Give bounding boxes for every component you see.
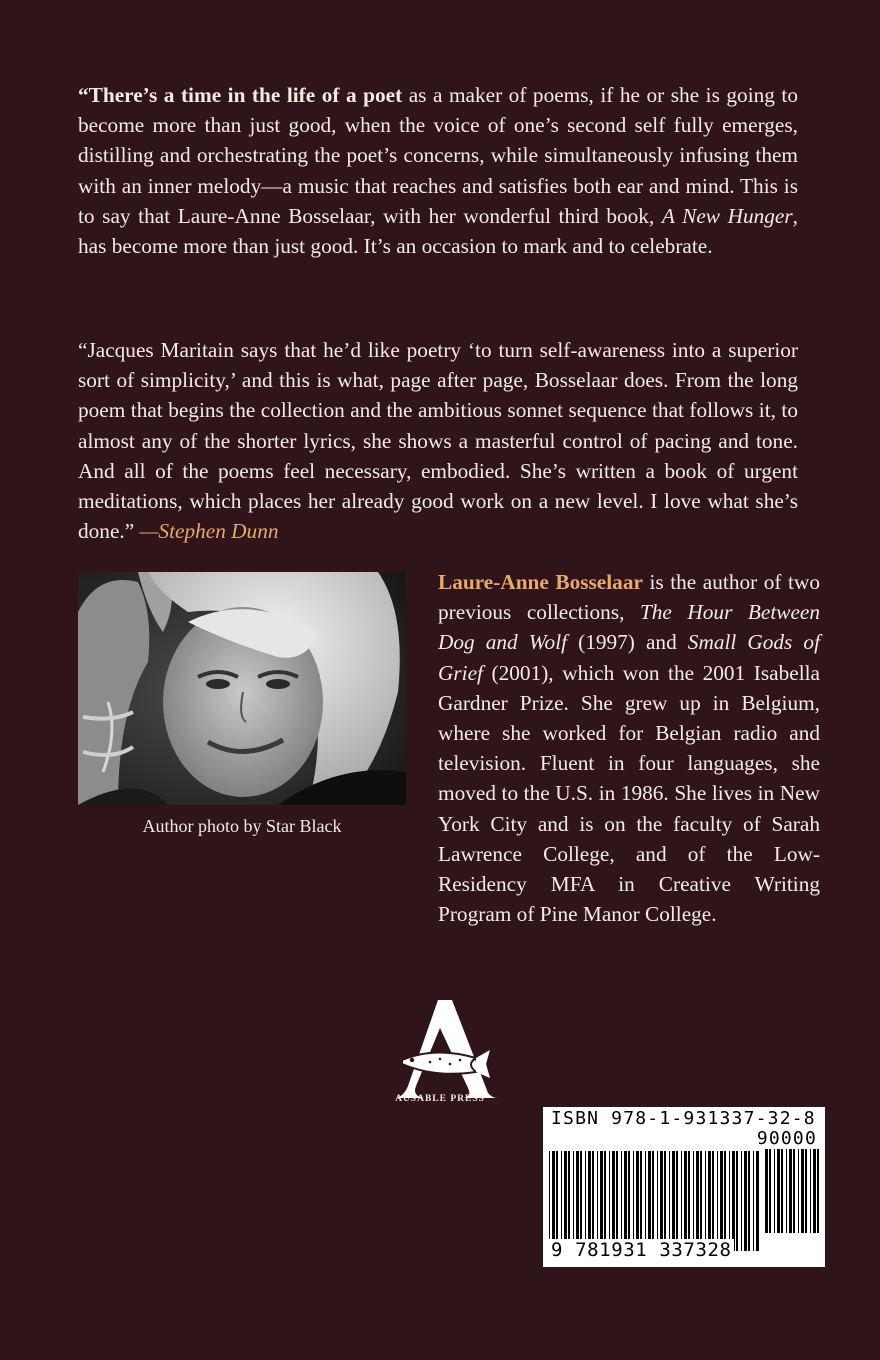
addon-barcode-bars xyxy=(765,1149,819,1233)
barcode-bar xyxy=(765,1149,768,1233)
barcode-bar xyxy=(573,1151,574,1251)
barcode-bar xyxy=(669,1151,670,1251)
book-title: Small Gods of Grief xyxy=(438,630,820,685)
bio-text: is the author of two previous collections, xyxy=(438,570,820,625)
isbn-number: ISBN 978-1-931337-32-8 xyxy=(551,1108,816,1129)
praise-quote-2 xyxy=(78,335,798,546)
ean-digits: 9 781931 337328 xyxy=(551,1239,732,1261)
barcode-bar xyxy=(693,1151,694,1251)
barcode-bar xyxy=(756,1151,759,1251)
book-title: A New Hunger xyxy=(661,203,793,228)
barcode-bar xyxy=(580,1151,582,1251)
quote-text: , has become more than just good. It’s an occasion to mark and to celebrate. xyxy=(78,203,798,259)
barcode-bar xyxy=(741,1151,742,1251)
barcode-bar xyxy=(708,1151,711,1251)
barcode-bar xyxy=(777,1149,780,1233)
barcode-bar xyxy=(793,1149,795,1233)
letter-a-with-fish-logo-icon xyxy=(380,998,500,1108)
barcode-bar xyxy=(648,1151,651,1251)
author-photo xyxy=(78,572,406,805)
barcode-bar xyxy=(774,1149,775,1233)
barcode-bar xyxy=(657,1151,658,1251)
barcode-bar xyxy=(700,1151,702,1251)
praise-quote-1 xyxy=(78,80,798,261)
barcode-bar xyxy=(576,1151,579,1251)
barcode-bar xyxy=(664,1151,666,1251)
quote-text: as a maker of poems, if he or she is going to become more than just good, when the voice of one’s second self fully emerges, distilling and orchestrating the poet’s concerns, while simultaneously infusing them with an inner melody—a music that reaches and satisfies both ear and mind. This is to say that Laure-Anne Bosselaar, with her wonderful third book, xyxy=(78,83,798,228)
barcode-bar xyxy=(732,1151,735,1251)
barcode-bar xyxy=(736,1151,738,1251)
barcode-bar xyxy=(769,1149,771,1233)
publisher-name: AUSABLE PRESS xyxy=(395,1094,485,1104)
barcode-bar xyxy=(744,1151,747,1251)
barcode-bar xyxy=(636,1151,639,1251)
barcode-bar xyxy=(676,1151,678,1251)
barcode-bar xyxy=(592,1151,594,1251)
barcode-bar xyxy=(552,1151,555,1251)
barcode-bar xyxy=(798,1149,799,1233)
author-name: Laure-Anne Bosselaar xyxy=(438,570,643,594)
barcode-bar xyxy=(549,1151,550,1251)
quote-attribution: —Stephen Dunn xyxy=(139,519,279,544)
barcode-bar xyxy=(612,1151,615,1251)
barcode-bar xyxy=(681,1151,682,1251)
barcode-bar xyxy=(624,1151,627,1251)
quote-lead: “There’s a time in the life of a poet xyxy=(78,83,403,107)
barcode-bar xyxy=(588,1151,591,1251)
barcode-bar xyxy=(609,1151,610,1251)
barcode-bar xyxy=(705,1151,706,1251)
isbn-barcode xyxy=(543,1107,825,1267)
barcode-bar xyxy=(652,1151,654,1251)
barcode-bar xyxy=(645,1151,646,1251)
barcode-bar xyxy=(786,1149,787,1233)
barcode-bar xyxy=(813,1149,816,1233)
barcode-bar xyxy=(810,1149,811,1233)
barcode-bar xyxy=(600,1151,603,1251)
barcode-bar xyxy=(789,1149,792,1233)
barcode-bar xyxy=(684,1151,687,1251)
barcode-bar xyxy=(712,1151,714,1251)
barcode-bar xyxy=(781,1149,783,1233)
author-bio xyxy=(438,567,820,929)
barcode-bar xyxy=(729,1151,730,1251)
barcode-bar xyxy=(696,1151,699,1251)
barcode-bar xyxy=(801,1149,804,1233)
barcode-bar xyxy=(564,1151,567,1251)
barcode-bar xyxy=(556,1151,558,1251)
barcode-bar xyxy=(633,1151,634,1251)
barcode-bar xyxy=(717,1151,718,1251)
photo-caption: Author photo by Star Black xyxy=(142,816,342,836)
bio-text: (1997) and xyxy=(567,630,688,655)
book-title: The Hour Between Dog and Wolf xyxy=(438,600,820,655)
barcode-bar xyxy=(817,1149,819,1233)
barcode-bar xyxy=(720,1151,723,1251)
barcode-bar xyxy=(616,1151,618,1251)
barcode-bar xyxy=(805,1149,807,1233)
barcode-bar xyxy=(748,1151,750,1251)
barcode-bar xyxy=(621,1151,622,1251)
barcode-bar xyxy=(597,1151,598,1251)
barcode-bar xyxy=(561,1151,562,1251)
bio-text: (2001), which won the 2001 Isabella Gardner Prize. She grew up in Belgium, where she worked for Belgian radio and television. Fluent in four languages, she moved to the U.S. in 1986. She lives in New York City and is on the faculty of Sarah Lawrence College, and of the Low-Residency MFA in Creative Writing Program of Pine Manor College. xyxy=(438,660,820,927)
barcode-bar xyxy=(724,1151,726,1251)
barcode-bar xyxy=(753,1151,754,1251)
ean-barcode-bars xyxy=(549,1151,761,1251)
barcode-bar xyxy=(568,1151,570,1251)
quote-text: “Jacques Maritain says that he’d like poetry ‘to turn self-awareness into a superior sort of simplicity,’ and this is what, page after page, Bosselaar does. From the long poem that begins the collection and the ambitious sonnet sequence that follows it, to almost any of the shorter lyrics, she shows a masterful control of pacing and tone. And all of the poems feel necessary, embodied. She’s written a book of urgent meditations, which places her already good work on a new level. I love what she’s done.” xyxy=(78,338,798,544)
barcode-bar xyxy=(640,1151,642,1251)
barcode-bar xyxy=(688,1151,690,1251)
barcode-bar xyxy=(660,1151,663,1251)
price-code: 90000 xyxy=(756,1128,817,1149)
barcode-bar xyxy=(585,1151,586,1251)
barcode-bar xyxy=(604,1151,606,1251)
barcode-bar xyxy=(672,1151,675,1251)
barcode-bar xyxy=(628,1151,630,1251)
